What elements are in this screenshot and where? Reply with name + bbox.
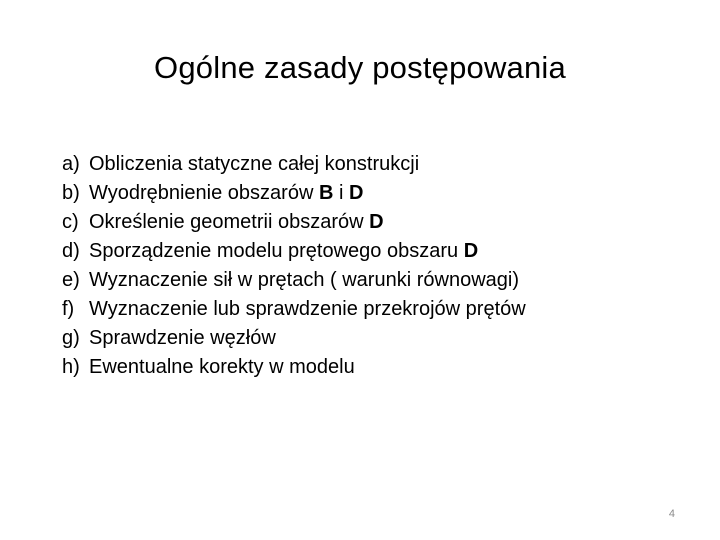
text-segment: Wyodrębnienie obszarów [89, 182, 319, 204]
list-item-text [89, 324, 276, 353]
list-item-text [89, 179, 363, 208]
list-item-text [89, 295, 526, 324]
text-segment: Określenie geometrii obszarów [89, 211, 370, 233]
slide-title: Ogólne zasady postępowania [154, 50, 566, 85]
list-item-marker: e) [62, 269, 80, 291]
list-item-marker: c) [62, 211, 79, 233]
text-segment: Sporządzenie modelu prętowego obszaru [89, 240, 464, 262]
list-item [62, 324, 526, 353]
list-item [62, 150, 526, 179]
list-item [62, 237, 526, 266]
list-item [62, 353, 526, 382]
list-item-marker: h) [62, 356, 80, 378]
list-item-marker: g) [62, 327, 80, 349]
list-item-marker: b) [62, 182, 80, 204]
text-segment: Obliczenia statyczne całej konstrukcji [89, 153, 420, 175]
list-item-text [89, 150, 419, 179]
list-item-marker: a) [62, 153, 80, 175]
list-item [62, 266, 526, 295]
list-item [62, 295, 526, 324]
list-item-text [89, 208, 384, 237]
list-item-text [89, 353, 355, 382]
text-segment: Ewentualne korekty w modelu [89, 356, 355, 378]
bold-text-segment: D [463, 240, 479, 262]
text-segment: Sprawdzenie węzłów [89, 327, 276, 349]
text-segment: Wyznaczenie lub sprawdzenie przekrojów prętów [89, 298, 526, 320]
list-item-marker: d) [62, 240, 80, 262]
bold-text-segment: D [348, 182, 364, 204]
list-item [62, 179, 526, 208]
bold-text-segment: B [318, 182, 334, 204]
text-segment: Wyznaczenie sił w prętach ( warunki równowagi) [89, 269, 519, 291]
page-number: 4 [668, 508, 675, 520]
bold-text-segment: D [369, 211, 384, 233]
step-list [62, 150, 526, 382]
list-item-marker: f) [62, 298, 75, 320]
list-item-text [89, 237, 478, 266]
text-segment: i [333, 182, 349, 204]
list-item-text [89, 266, 519, 295]
list-item [62, 208, 526, 237]
